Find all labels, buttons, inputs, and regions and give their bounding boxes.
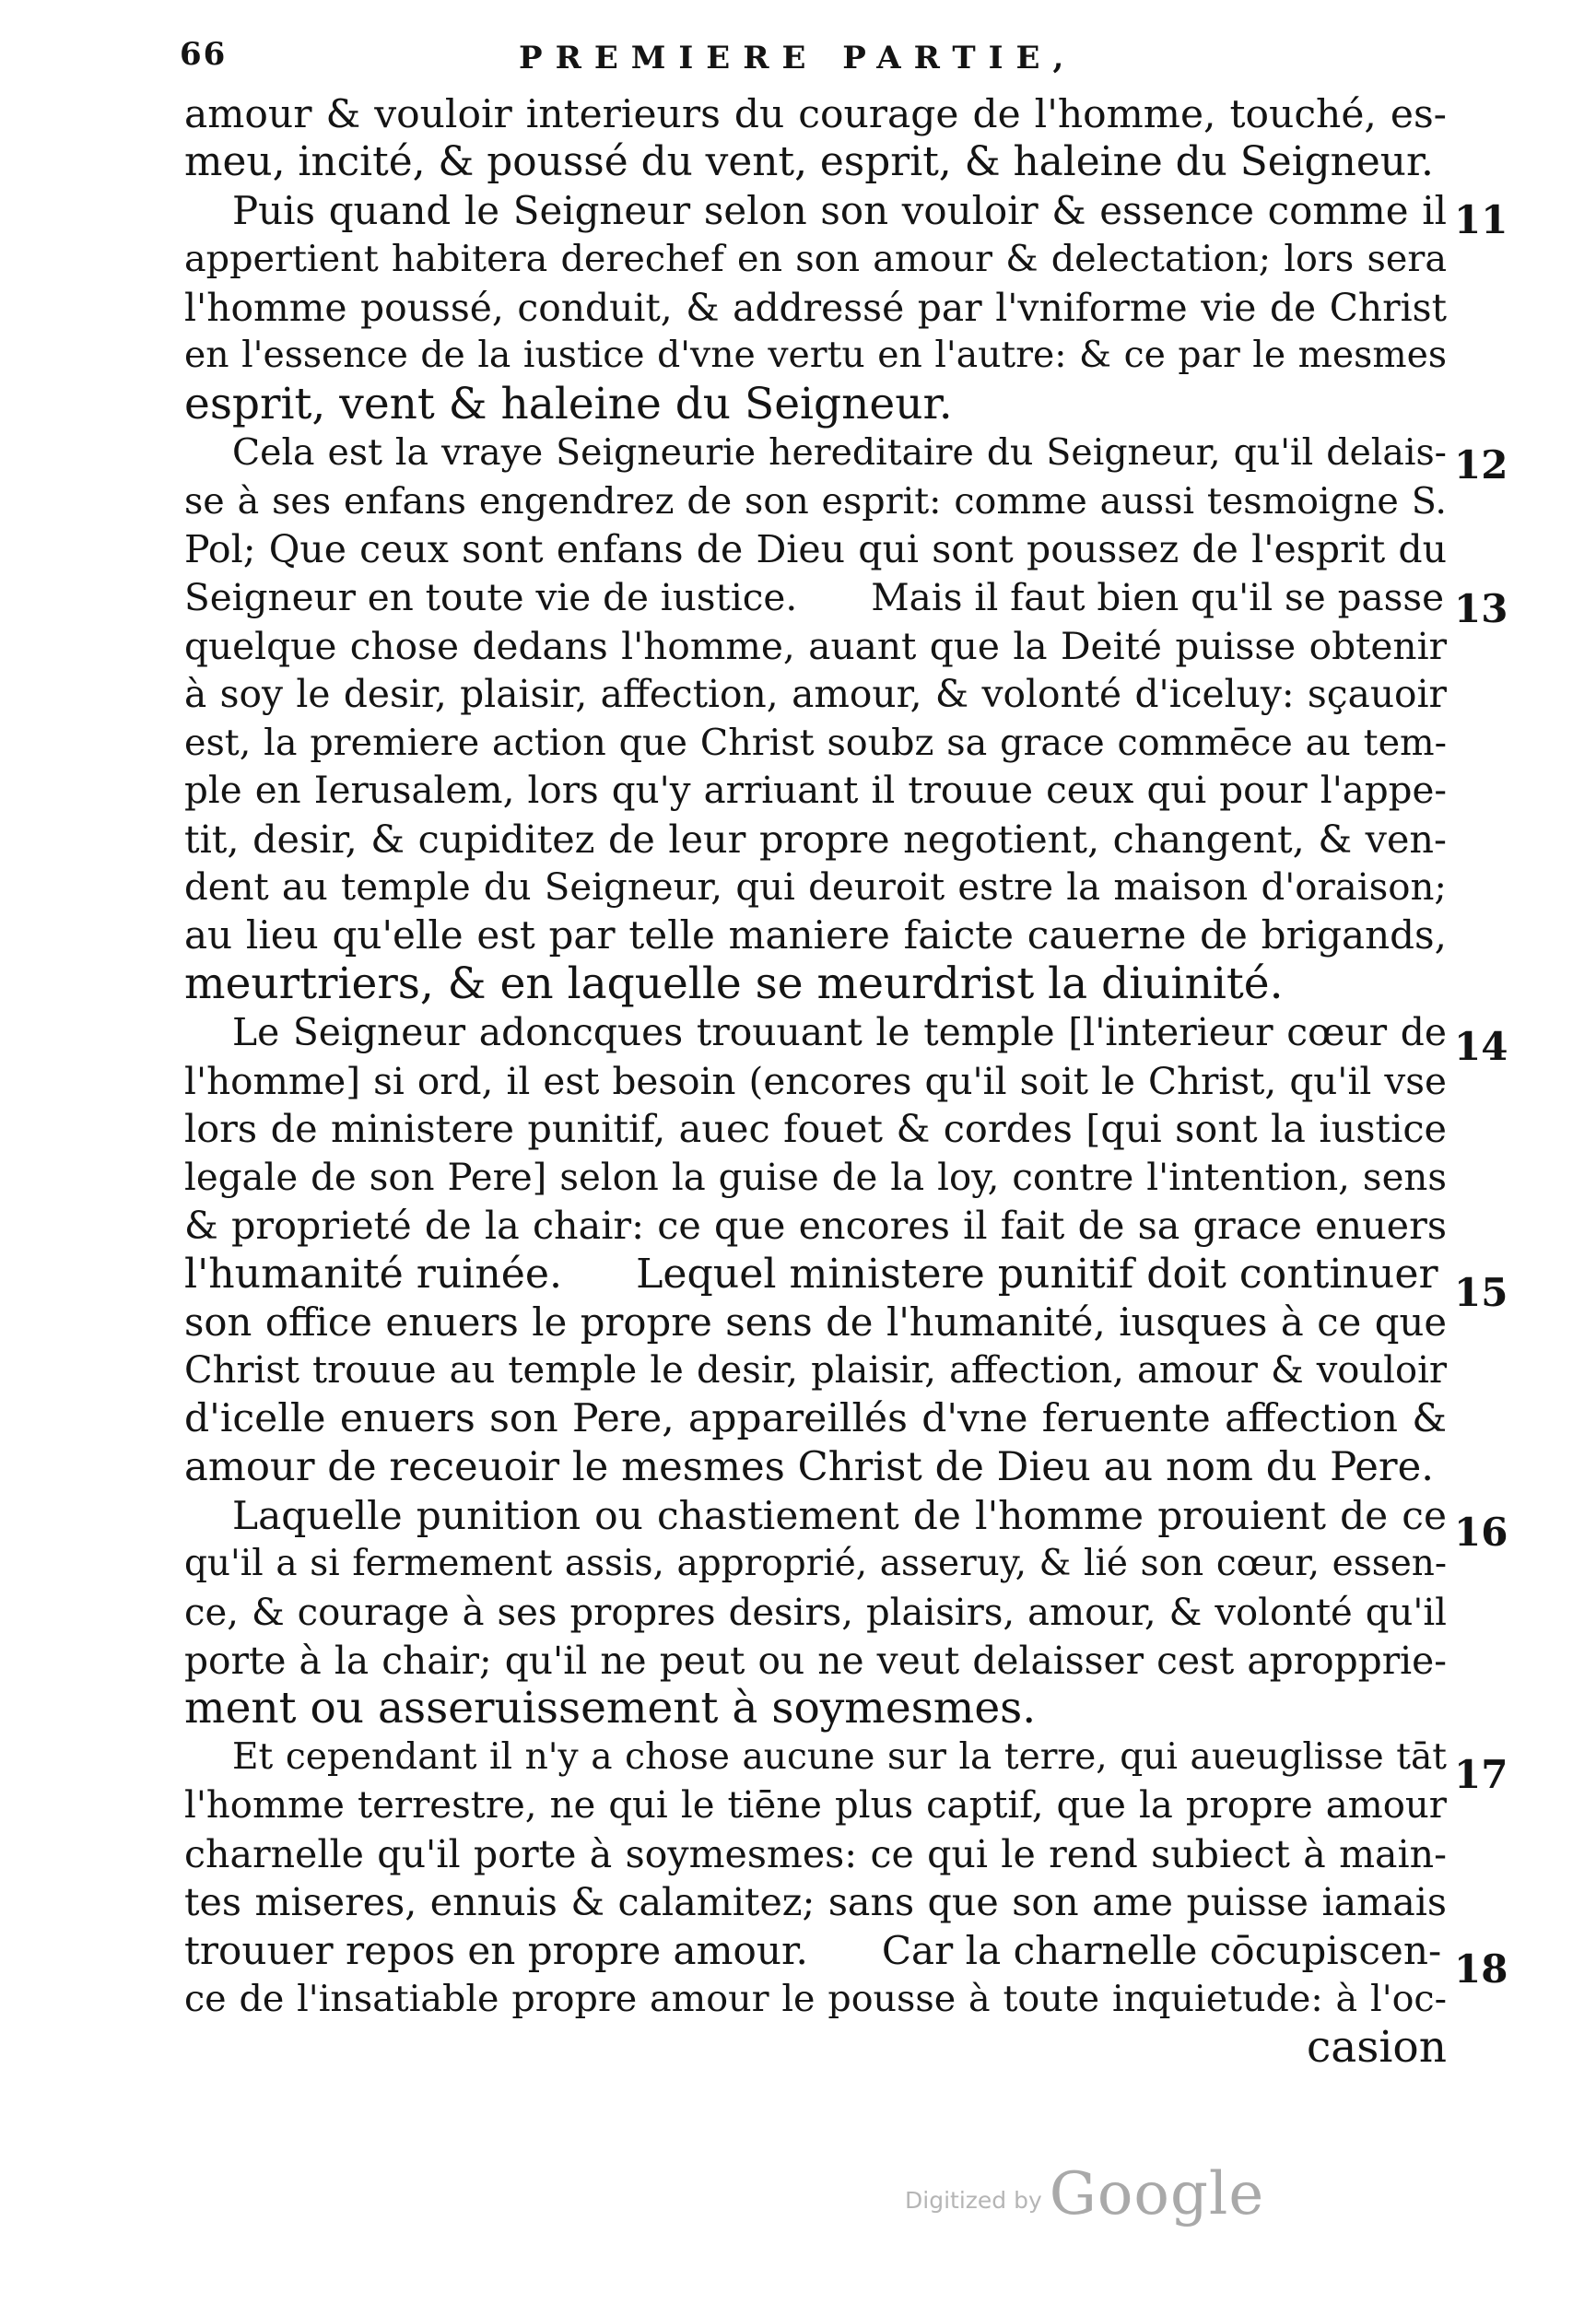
text-line: esprit, vent & haleine du Seigneur.	[184, 378, 953, 429]
text-line: trouuer repos en propre amour. Car la charnelle cōcupiscen-	[184, 1927, 1442, 1973]
text-line: à soy le desir, plaisir, affection, amour, & volonté d'iceluy: sçauoir	[184, 672, 1447, 717]
running-title: PREMIERE PARTIE,	[519, 40, 1077, 76]
text-line: legale de son Pere] selon la guise de la loy, contre l'intention, sens	[184, 1156, 1447, 1199]
text-line: meurtriers, & en laquelle se meurdrist la diuinité.	[184, 958, 1284, 1009]
text-line: appertient habitera derechef en son amour & delectation; lors sera	[184, 238, 1447, 281]
text-line: ce, & courage à ses propres desirs, plaisirs, amour, & volonté qu'il	[184, 1591, 1447, 1634]
text-line: amour & vouloir interieurs du courage de l'homme, touché, es-	[184, 91, 1447, 136]
text-line: Le Seigneur adoncques trouuant le temple [l'interieur cœur de	[232, 1010, 1447, 1055]
text-line: meu, incité, & poussé du vent, esprit, & haleine du Seigneur.	[184, 138, 1434, 186]
margin-verse-number: 18	[1454, 1946, 1508, 1992]
text-line: porte à la chair; qu'il ne peut ou ne veut delaisser cest apropprie-	[184, 1639, 1447, 1683]
text-line: amour de receuoir le mesmes Christ de Dieu au nom du Pere.	[184, 1444, 1434, 1491]
margin-verse-number: 14	[1454, 1024, 1508, 1069]
digitized-by-label: Digitized by	[905, 2187, 1042, 2214]
text-line: au lieu qu'elle est par telle maniere faicte cauerne de brigands,	[184, 912, 1447, 958]
text-line: quelque chose dedans l'homme, auant que la Deité puisse obtenir	[184, 623, 1447, 668]
text-line: Seigneur en toute vie de iustice. Mais il faut bien qu'il se passe	[184, 575, 1445, 620]
text-line: Puis quand le Seigneur selon son vouloir & essence comme il	[232, 187, 1447, 233]
text-line: ple en Ierusalem, lors qu'y arriuant il trouue ceux qui pour l'appe-	[184, 769, 1447, 813]
text-line: Pol; Que ceux sont enfans de Dieu qui sont poussez de l'esprit du	[184, 526, 1447, 571]
google-logo: Google	[1049, 2160, 1265, 2228]
text-line: charnelle qu'il porte à soymesmes: ce qui le rend subiect à main-	[184, 1831, 1447, 1876]
text-line: l'homme terrestre, ne qui le tiēne plus captif, que la propre amour	[184, 1784, 1447, 1828]
margin-verse-number: 15	[1454, 1270, 1508, 1315]
text-line: Et cependant il n'y a chose aucune sur la terre, qui aueuglisse tāt	[232, 1735, 1447, 1778]
text-line: l'humanité ruinée. Lequel ministere punitif doit continuer	[184, 1250, 1438, 1298]
text-line: est, la premiere action que Christ soubz sa grace commēce au tem-	[184, 721, 1447, 764]
margin-verse-number: 13	[1454, 586, 1508, 631]
text-line: ment ou asseruissement à soymesmes.	[184, 1683, 1037, 1734]
text-line: lors de ministere punitif, auec fouet & cordes [qui sont la iustice	[184, 1107, 1447, 1152]
text-line: & proprieté de la chair: ce que encores il fait de sa grace enuers	[184, 1204, 1447, 1249]
page-body	[184, 90, 1447, 2072]
text-line: Christ trouue au temple le desir, plaisir, affection, amour & vouloir	[184, 1349, 1447, 1393]
page-number: 66	[180, 36, 228, 73]
text-line: se à ses enfans engendrez de son esprit: comme aussi tesmoigne S.	[184, 479, 1447, 523]
digitization-watermark	[905, 2160, 1264, 2228]
margin-verse-number: 11	[1454, 197, 1508, 242]
text-line: en l'essence de la iustice d'vne vertu en l'autre: & ce par le mesmes	[184, 335, 1447, 377]
text-line: Cela est la vraye Seigneurie hereditaire du Seigneur, qu'il delais-	[232, 431, 1447, 475]
text-line: dent au temple du Seigneur, qui deuroit estre la maison d'oraison;	[184, 866, 1447, 909]
catchword: casion	[1306, 2021, 1447, 2073]
margin-verse-number: 16	[1454, 1510, 1508, 1555]
text-line: son office enuers le propre sens de l'humanité, iusques à ce que	[184, 1299, 1447, 1345]
margin-verse-number: 12	[1454, 442, 1508, 488]
text-line: qu'il a si fermement assis, approprié, asseruy, & lié son cœur, essen-	[184, 1543, 1447, 1585]
text-line: l'homme] si ord, il est besoin (encores qu'il soit le Christ, qu'il vse	[184, 1058, 1447, 1103]
text-line: d'icelle enuers son Pere, appareillés d'vne feruente affection &	[184, 1395, 1447, 1441]
text-line: ce de l'insatiable propre amour le pousse à toute inquietude: à l'oc-	[184, 1978, 1447, 2021]
text-line: l'homme poussé, conduit, & addressé par l'vniforme vie de Christ	[184, 285, 1447, 330]
margin-verse-number: 17	[1454, 1752, 1508, 1797]
text-line: tit, desir, & cupiditez de leur propre negotient, changent, & ven-	[184, 817, 1447, 862]
text-line: Laquelle punition ou chastiement de l'homme prouient de ce	[232, 1492, 1447, 1538]
text-line: tes miseres, ennuis & calamitez; sans que son ame puisse iamais	[184, 1880, 1447, 1925]
